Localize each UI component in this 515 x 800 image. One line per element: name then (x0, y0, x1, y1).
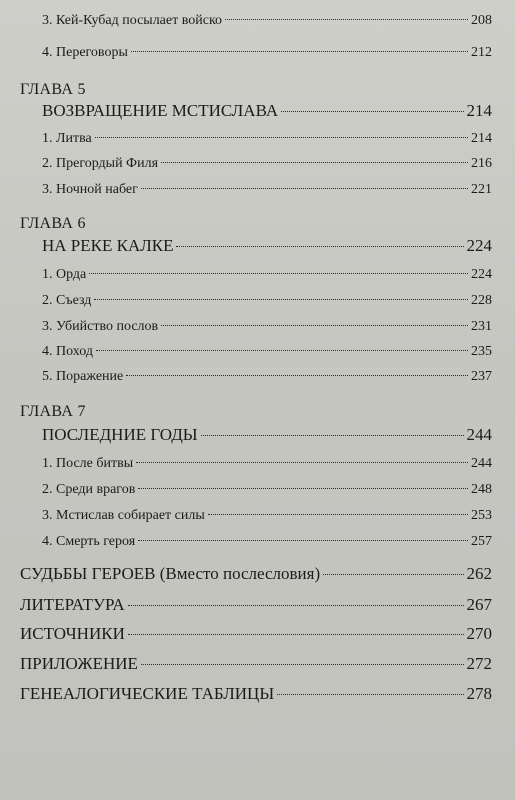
leader-dots (281, 111, 463, 112)
leader-dots (141, 664, 464, 665)
toc-entry-title: 4. Переговоры (42, 45, 128, 60)
leader-dots (141, 188, 468, 189)
toc-entry (42, 344, 492, 360)
toc-entry-title: 2. Прегордый Филя (42, 156, 159, 171)
back-matter-title: СУДЬБЫ ГЕРОЕВ (Вместо послесловия) (20, 564, 321, 583)
toc-entry (42, 534, 492, 550)
toc-entry-page: 237 (471, 369, 492, 384)
toc-entry (42, 45, 492, 61)
chapter-title-entry (42, 236, 492, 256)
chapter-heading: ГЛАВА 5 (20, 81, 86, 98)
chapter-title: НА РЕКЕ КАЛКЕ (42, 236, 174, 255)
back-matter-title: ЛИТЕРАТУРА (20, 595, 125, 614)
toc-entry-title: 2. Среди врагов (42, 482, 136, 497)
toc-entry-page: 235 (471, 344, 492, 359)
chapter-title-entry (42, 101, 492, 121)
leader-dots (161, 162, 468, 163)
toc-entry (42, 267, 492, 283)
back-matter-entry (20, 654, 492, 674)
leader-dots (128, 605, 464, 606)
back-matter-title: ГЕНЕАЛОГИЧЕСКИЕ ТАБЛИЦЫ (20, 684, 275, 703)
back-matter-page: 262 (466, 564, 492, 583)
leader-dots (136, 462, 468, 463)
chapter-title: ВОЗВРАЩЕНИЕ МСТИСЛАВА (42, 101, 279, 120)
leader-dots (138, 488, 468, 489)
back-matter-page: 267 (466, 595, 492, 614)
leader-dots (96, 350, 468, 351)
toc-entry-page: 208 (471, 13, 492, 28)
leader-dots (126, 375, 468, 376)
back-matter-entry (20, 595, 492, 615)
back-matter-entry (20, 624, 492, 644)
toc-entry-title: 1. После битвы (42, 456, 134, 471)
toc-entry (42, 293, 492, 309)
toc-entry (42, 319, 492, 335)
toc-entry-page: 214 (471, 131, 492, 146)
leader-dots (225, 19, 468, 20)
back-matter-title: ИСТОЧНИКИ (20, 624, 125, 643)
chapter-heading: ГЛАВА 7 (20, 403, 86, 420)
chapter-heading: ГЛАВА 6 (20, 215, 86, 232)
toc-entry-title: 4. Поход (42, 344, 93, 359)
leader-dots (128, 634, 464, 635)
chapter-page: 244 (466, 425, 492, 444)
toc-entry (42, 182, 492, 198)
toc-entry-title: 4. Смерть героя (42, 534, 136, 549)
toc-entry-title: 3. Кей-Кубад посылает войско (42, 13, 223, 28)
chapter-page: 214 (466, 101, 492, 120)
toc-entry (42, 508, 492, 524)
chapter-page: 224 (466, 236, 492, 255)
toc-entry-page: 224 (471, 267, 492, 282)
leader-dots (131, 51, 468, 52)
chapter-title-entry (42, 425, 492, 445)
toc-entry-title: 3. Убийство послов (42, 319, 159, 334)
leader-dots (89, 273, 468, 274)
back-matter-entry (20, 564, 492, 584)
toc-entry (42, 482, 492, 498)
leader-dots (208, 514, 468, 515)
toc-entry-page: 231 (471, 319, 492, 334)
leader-dots (95, 137, 468, 138)
toc-entry-title: 1. Орда (42, 267, 87, 282)
toc-entry-page: 221 (471, 182, 492, 197)
toc-entry-title: 2. Съезд (42, 293, 92, 308)
toc-entry (42, 13, 492, 29)
toc-entry (42, 456, 492, 472)
leader-dots (323, 574, 463, 575)
leader-dots (161, 325, 468, 326)
leader-dots (277, 694, 463, 695)
back-matter-page: 272 (466, 654, 492, 673)
toc-entry-title: 3. Ночной набег (42, 182, 138, 197)
toc-entry-page: 228 (471, 293, 492, 308)
toc-entry-page: 257 (471, 534, 492, 549)
toc-entry-page: 244 (471, 456, 492, 471)
toc-entry (42, 369, 492, 385)
toc-entry-page: 248 (471, 482, 492, 497)
leader-dots (176, 246, 463, 247)
toc-entry (42, 131, 492, 147)
chapter-title: ПОСЛЕДНИЕ ГОДЫ (42, 425, 198, 444)
toc-entry-title: 5. Поражение (42, 369, 124, 384)
back-matter-entry (20, 684, 492, 704)
leader-dots (94, 299, 468, 300)
toc-entry (42, 156, 492, 172)
back-matter-title: ПРИЛОЖЕНИЕ (20, 654, 138, 673)
toc-entry-title: 1. Литва (42, 131, 92, 146)
toc-entry-page: 212 (471, 45, 492, 60)
toc-entry-page: 216 (471, 156, 492, 171)
toc-entry-page: 253 (471, 508, 492, 523)
leader-dots (201, 435, 464, 436)
back-matter-page: 270 (466, 624, 492, 643)
back-matter-page: 278 (466, 684, 492, 703)
leader-dots (138, 540, 468, 541)
toc-entry-title: 3. Мстислав собирает силы (42, 508, 205, 523)
